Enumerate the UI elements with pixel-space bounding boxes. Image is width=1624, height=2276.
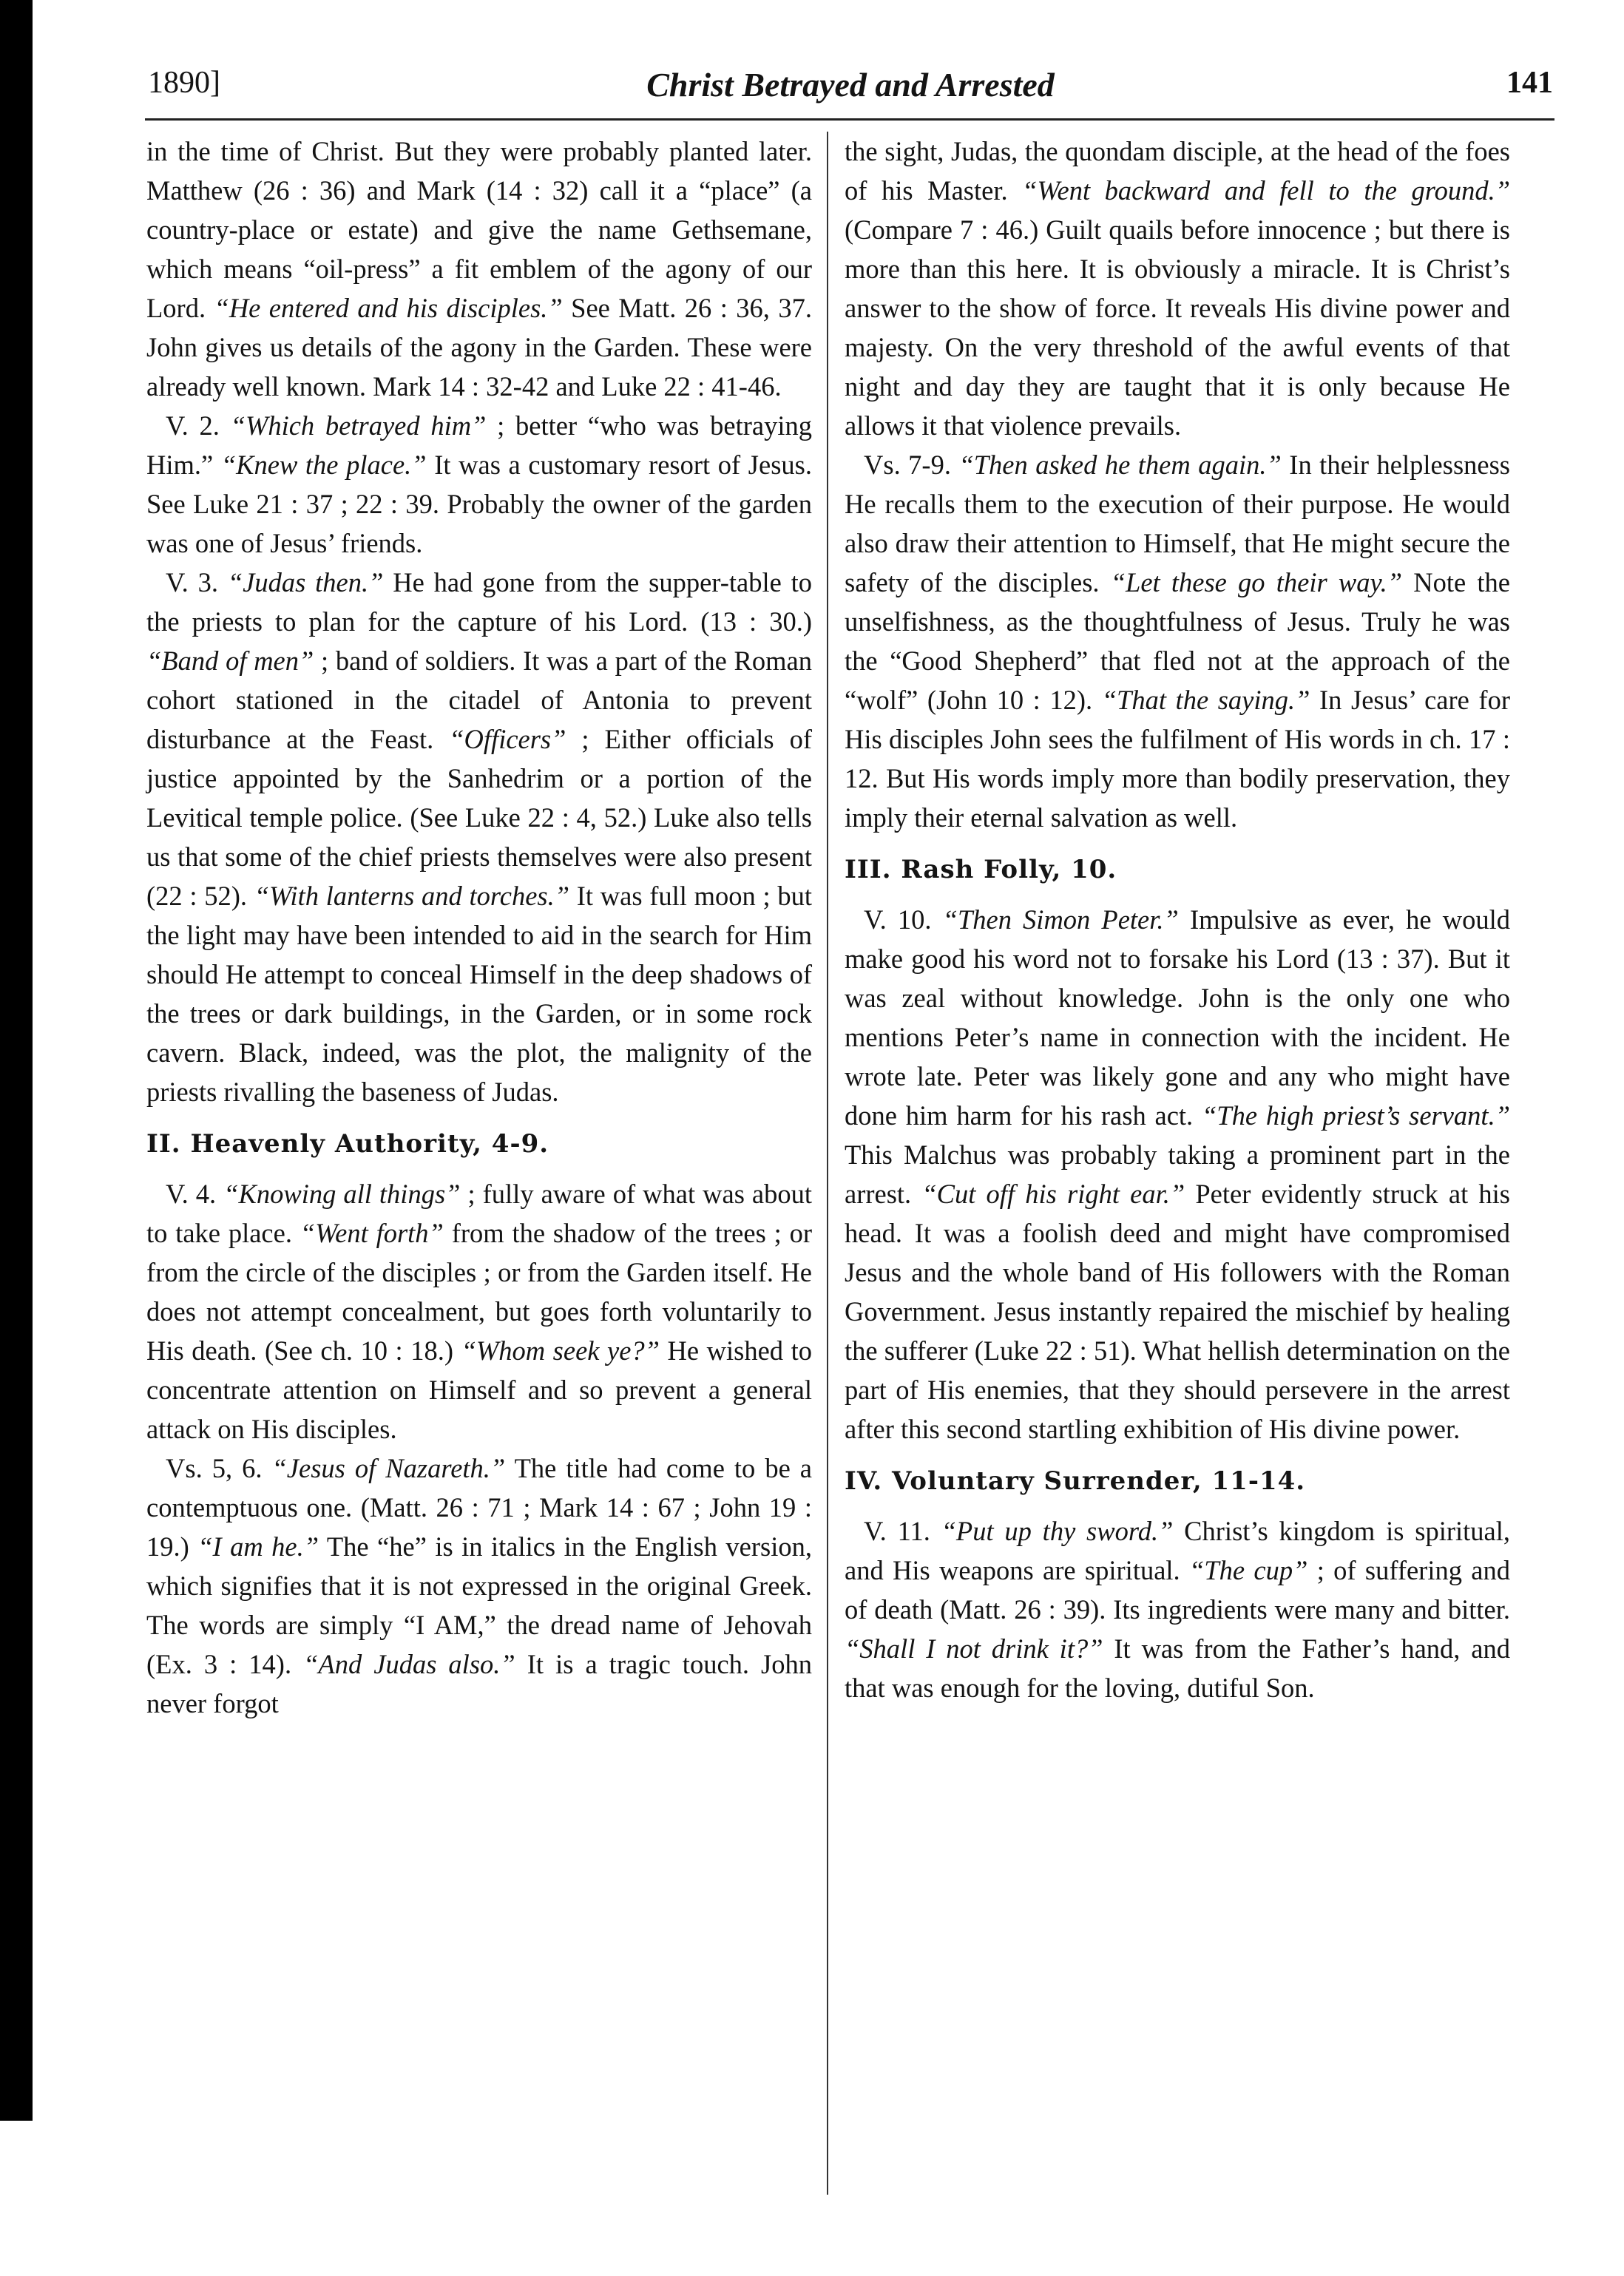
paragraph: Vs. 7-9. “Then asked he them again.” In their helplessness He recalls them to the execution of their purpose. He would also draw their attention to Himself, that He might secure the safety of the disciples. “Let these go their way.” Note the unselfishness, as the thoughtfulness of Jesus. Truly he was the “Good Shepherd” that fled not at the approach of the “wolf” (John 10 : 12). “That the saying.” In Jesus’ care for His disciples John sees the fulfilment of His words in ch. 17 : 12. But His words imply more than bodily preservation, they imply their eternal salvation as well. (845, 450, 1511, 833)
header-rule (145, 118, 1554, 121)
italic-quote: “Officers” (449, 724, 566, 754)
paragraph: V. 3. “Judas then.” He had gone from the supper-table to the priests to plan for the capture of his Lord. (13 : 30.) “Band of men” ; band of soldiers. It was a part of the Roman cohort stationed in the citadel of Antonia to prevent disturbance at the Feast. “Officers” ; Either officials of justice appointed by the Sanhedrim or a portion of the Levitical temple police. (See Luke 22 : 4, 52.) Luke also tells us that some of the chief priests themselves were also present (22 : 52). “With lanterns and torches.” It was full moon ; but the light may have been intended to aid in the search for Him should He attempt to conceal Himself in the deep shadows of the trees or dark buildings, in the Garden, or in some rock cavern. Black, indeed, was the plot, the malignity of the priests rivalling the baseness of Judas. (146, 567, 813, 1107)
paragraph: V. 11. “Put up thy sword.” Christ’s kingdom is spiritual, and His weapons are spiritual. “The cup” ; of suffering and of death (Matt. 26 : 39). Its ingredients were many and bitter. “Shall I not drink it?” It was from the Father’s hand, and that was enough for the loving, dutiful Son. (845, 1516, 1510, 1703)
italic-quote: “Put up thy sword.” (941, 1516, 1174, 1546)
italic-quote: “And Judas also.” (303, 1649, 515, 1679)
italic-quote: “Shall I not drink it?” (845, 1633, 1103, 1664)
italic-quote: “Whom seek ye?” (461, 1335, 660, 1366)
paragraph: V. 10. “Then Simon Peter.” Impulsive as ever, he would make good his word not to forsake his Lord (13 : 37). But it was zeal without knowledge. John is the only one who mentions Peter’s name in connection with the incident. He wrote late. Peter was likely gone and any who might have done him harm for his rash act. “The high priest’s servant.” This Malchus was probably taking a prominent part in the arrest. “Cut off his right ear.” Peter evidently struck at his head. It was a foolish deed and might have compromised Jesus and the whole band of His followers with the Roman Government. Jesus instantly repaired the mischief by healing the sufferer (Luke 22 : 51). What hellish determination on the part of His enemies, that they should persevere in the arrest after this second startling exhibition of His divine power. (845, 904, 1511, 1444)
italic-quote: “That the saying.” (1101, 685, 1310, 715)
italic-quote: “I am he.” (197, 1531, 319, 1562)
italic-quote: “Cut off his right ear.” (921, 1179, 1185, 1209)
italic-quote: “Let these go their way.” (1110, 567, 1403, 597)
right-column (845, 132, 1510, 1707)
italic-quote: “Went backward and fell to the ground.” (1022, 175, 1510, 206)
italic-quote: “Which betrayed him” (230, 410, 487, 441)
left-column (146, 132, 812, 1723)
page-header (148, 65, 1553, 109)
paragraph: V. 4. “Knowing all things” ; fully aware of what was about to take place. “Went forth” from the shadow of the trees ; or from the circle of the disciples ; or from the Garden itself. He does not attempt concealment, but goes forth voluntarily to His death. (See ch. 10 : 18.) “Whom seek ye?” He wished to concentrate attention on Himself and so prevent a general attack on His disciples. (146, 1179, 813, 1444)
header-year: 1890] (148, 66, 220, 100)
italic-quote: “Band of men” (146, 646, 314, 676)
running-title: Christ Betrayed and Arrested (646, 66, 1055, 104)
italic-quote: “Judas then.” (227, 567, 384, 597)
binding-edge (0, 0, 33, 2121)
italic-quote: “He entered and his disciples.” (214, 293, 563, 323)
italic-quote: “The high priest’s servant.” (1201, 1100, 1510, 1131)
italic-quote: “With lanterns and torches.” (254, 881, 570, 911)
section-heading: III. Rash Folly, 10. (845, 855, 1117, 884)
italic-quote: “Knew the place.” (220, 450, 427, 480)
paragraph: in the time of Christ. But they were probably planted later. Matthew (26 : 36) and Mark (14 : 32) call it a “place” (a country-place or estate) and give the name Gethsemane, which means “oil-press” a fit emblem of the agony of our Lord. “He entered and his disciples.” See Matt. 26 : 36, 37. John gives us details of the agony in the Garden. These were already well known. Mark 14 : 32-42 and Luke 22 : 41-46. (146, 136, 812, 402)
section-heading: II. Heavenly Authority, 4-9. (146, 1129, 549, 1159)
page-number: 141 (1506, 66, 1553, 100)
column-divider (827, 132, 828, 2195)
italic-quote: “Then asked he them again.” (958, 450, 1282, 480)
italic-quote: “Went forth” (300, 1218, 444, 1248)
italic-quote: “Then Simon Peter.” (942, 904, 1179, 935)
italic-quote: “Knowing all things” (223, 1179, 461, 1209)
italic-quote: “The cup” (1189, 1555, 1308, 1585)
paragraph: the sight, Judas, the quondam disciple, at the head of the foes of his Master. “Went backward and fell to the ground.” (Compare 7 : 46.) Guilt quails before innocence ; but there is more than this here. It is obviously a miracle. It is Christ’s answer to the show of force. It reveals His divine power and majesty. On the very threshold of the awful events of that night and day they are taught that it is only because He allows it that violence prevails. (845, 136, 1510, 441)
paragraph: V. 2. “Which betrayed him” ; better “who was betraying Him.” “Knew the place.” It was a customary resort of Jesus. See Luke 21 : 37 ; 22 : 39. Probably the owner of the garden was one of Jesus’ friends. (146, 410, 813, 558)
paragraph: Vs. 5, 6. “Jesus of Nazareth.” The title had come to be a contemptuous one. (Matt. 26 : 71 ; Mark 14 : 67 ; John 19 : 19.) “I am he.” The “he” is in italics in the English version, which signifies that it is not expressed in the original Greek. The words are simply “I AM,” the dread name of Jehovah (Ex. 3 : 14). “And Judas also.” It is a tragic touch. John never forgot (146, 1453, 812, 1718)
section-heading: IV. Voluntary Surrender, 11-14. (845, 1466, 1306, 1496)
italic-quote: “Jesus of Nazareth.” (271, 1453, 506, 1483)
